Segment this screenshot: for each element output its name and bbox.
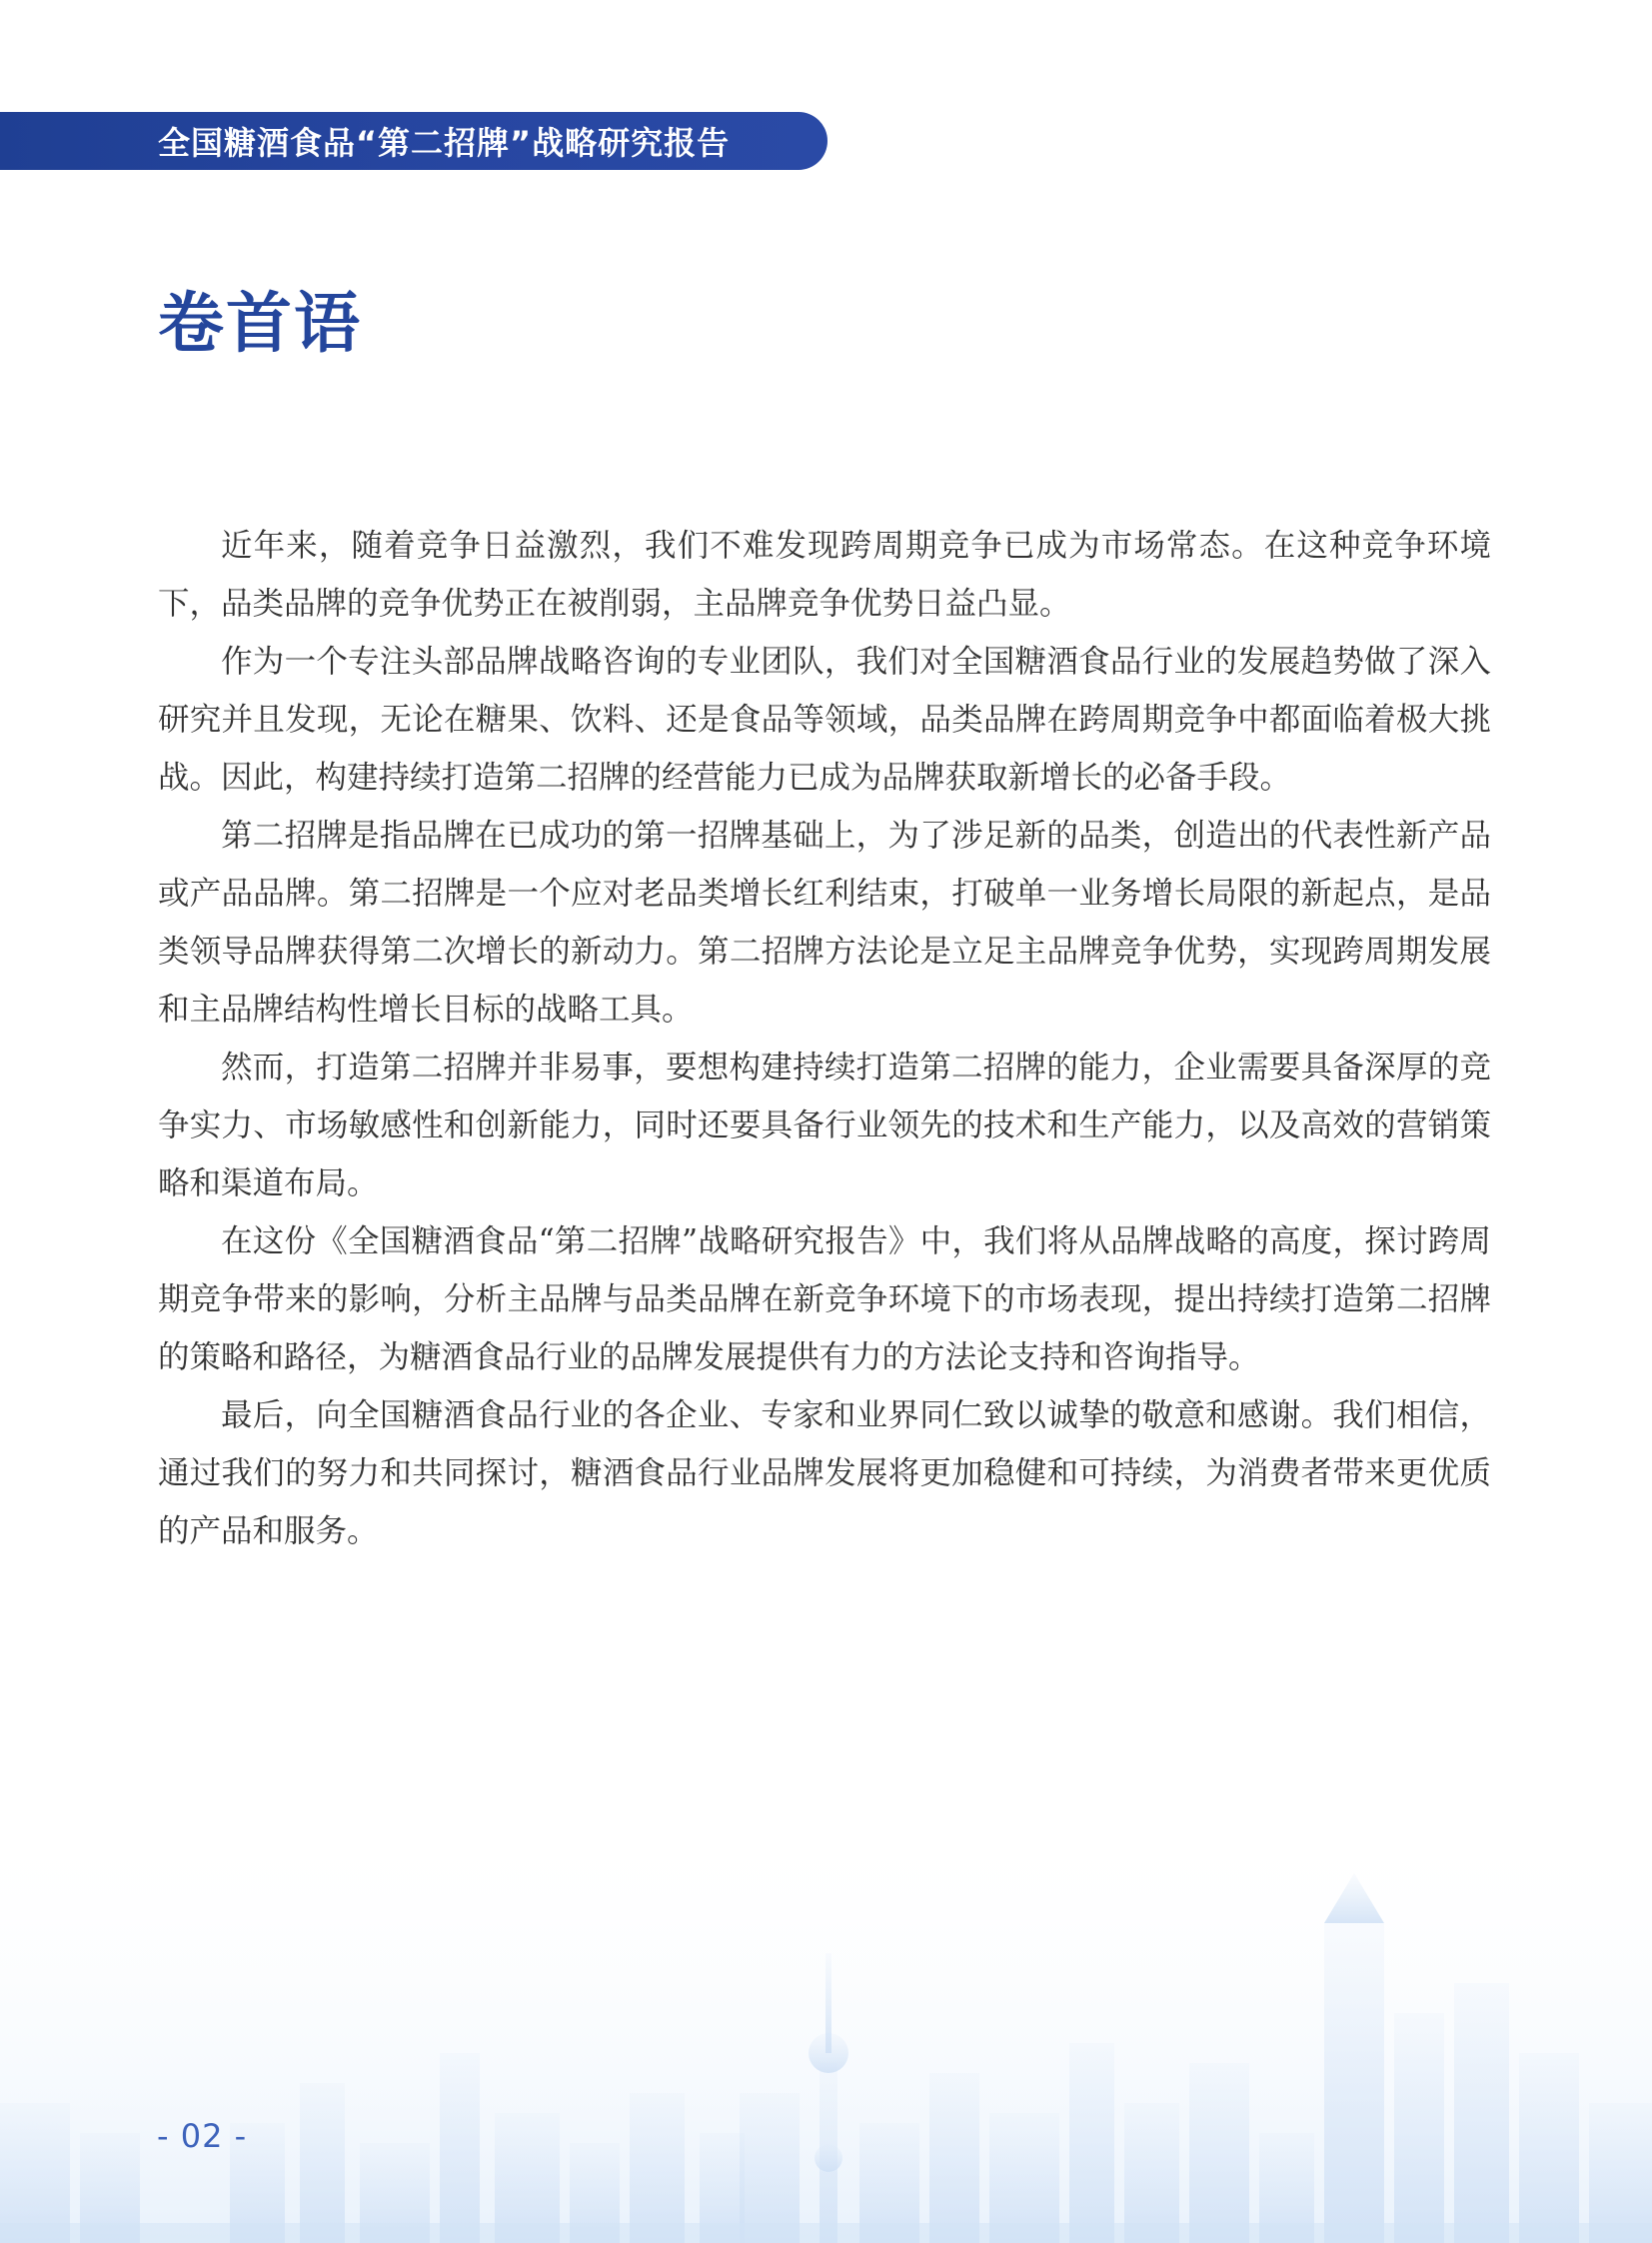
paragraph: 作为一个专注头部品牌战略咨询的专业团队，我们对全国糖酒食品行业的发展趋势做了深入研究并且发现，无论在糖果、饮料、还是食品等领域，品类品牌在跨周期竞争中都面临着极大挑战。因此，构建持续打造第二招牌的经营能力已成为品牌获取新增长的必备手段。 — [158, 644, 1491, 796]
page-title: 卷首语 — [158, 285, 362, 362]
paragraph: 在这份《全国糖酒食品“第二招牌”战略研究报告》中，我们将从品牌战略的高度，探讨跨周期竞争带来的影响，分析主品牌与品类品牌在新竞争环境下的市场表现，提出持续打造第二招牌的策略和路径，为糖酒食品行业的品牌发展提供有力的方法论支持和咨询指导。 — [158, 1223, 1491, 1375]
report-title: 全国糖酒食品“第二招牌”战略研究报告 — [158, 124, 731, 162]
paragraph: 最后，向全国糖酒食品行业的各企业、专家和业界同仁致以诚挚的敬意和感谢。我们相信，通过我们的努力和共同探讨，糖酒食品行业品牌发展将更加稳健和可持续，为消费者带来更优质的产品和服务。 — [158, 1397, 1491, 1549]
paragraph: 第二招牌是指品牌在已成功的第一招牌基础上，为了涉足新的品类，创造出的代表性新产品或产品品牌。第二招牌是一个应对老品类增长红利结束，打破单一业务增长局限的新起点，是品类领导品牌获得第二次增长的新动力。第二招牌方法论是立足主品牌竞争优势，实现跨周期发展和主品牌结构性增长目标的战略工具。 — [158, 818, 1491, 1028]
report-header-band — [0, 112, 827, 170]
page-number: - 02 - — [157, 2117, 248, 2155]
paragraph: 然而，打造第二招牌并非易事，要想构建持续打造第二招牌的能力，企业需要具备深厚的竞争实力、市场敏感性和创新能力，同时还要具备行业领先的技术和生产能力，以及高效的营销策略和渠道布局。 — [158, 1050, 1491, 1201]
paragraph: 近年来，随着竞争日益激烈，我们不难发现跨周期竞争已成为市场常态。在这种竞争环境下，品类品牌的竞争优势正在被削弱，主品牌竞争优势日益凸显。 — [158, 528, 1491, 622]
city-skyline-background — [0, 1813, 1652, 2243]
foreword-body — [158, 517, 1491, 1560]
